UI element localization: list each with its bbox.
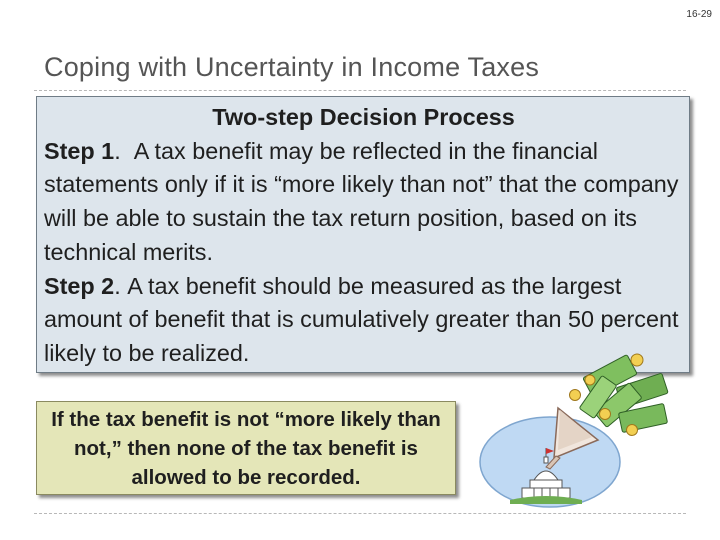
slide-title: Coping with Uncertainty in Income Taxes — [44, 52, 540, 82]
step-2-punct: . — [114, 272, 121, 299]
step-1-text: A tax benefit may be reflected in the financial statements only if it is “more likely than not” that the company will be able to sustain the tax return position, based on its technical merits. — [44, 137, 679, 265]
slide-number: 16-29 — [686, 9, 712, 20]
divider-top — [34, 90, 686, 91]
money-funnel-capitol-icon — [470, 340, 695, 510]
box-heading: Two-step Decision Process — [212, 104, 515, 130]
decision-process-box — [36, 96, 690, 373]
step-2-text: A tax benefit should be measured as the largest amount of benefit that is cumulatively greater than 50 percent likely to be realized. — [44, 272, 679, 366]
step-1-label: Step 1 — [44, 137, 115, 164]
note-text: If the tax benefit is not “more likely than not,” then none of the tax benefit is allowed to be recorded. — [51, 407, 441, 489]
step-2-label: Step 2 — [44, 272, 115, 299]
note-box — [36, 401, 456, 495]
divider-bottom — [34, 513, 686, 514]
step-1-punct: . — [114, 137, 121, 164]
step-1-paragraph — [44, 135, 683, 270]
